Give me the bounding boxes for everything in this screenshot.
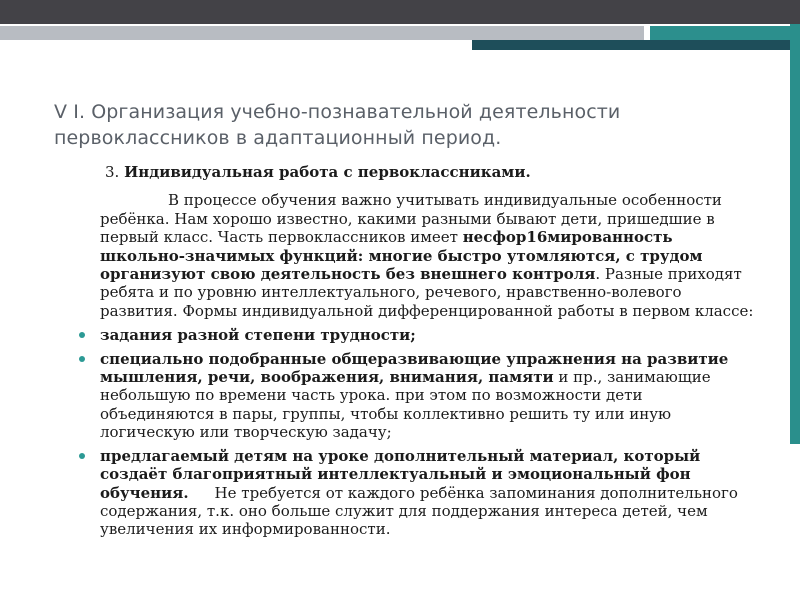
- list-item: [79, 326, 759, 344]
- bullet-text-plain: и пр., занимающие небольшую по времени часть урока. при этом по возможности дети объединяются в пары, группы, чтобы коллективно решить ту или иную логическую или творческую задачу;: [100, 368, 711, 442]
- section-number: 3.: [105, 163, 120, 181]
- bullet-text-bold: специально подобранные общеразвивающие упражнения на развитие мышления, речи, воображения, внимания, памяти: [100, 349, 729, 387]
- section-heading-text: Индивидуальная работа с первоклассниками.: [124, 163, 531, 181]
- bullet-icon: [79, 332, 85, 338]
- intro-text-tail: . Разные приходят ребята и по уровню интеллектуального, речевого, нравственно-волевого развития. Формы индивидуальной дифференцированной работы в первом классе:: [100, 265, 754, 320]
- slide-content: [79, 163, 759, 544]
- list-item: [79, 447, 759, 539]
- bullet-text-bold: предлагаемый детям на уроке дополнительный материал, который создаёт благоприятный интеллектуальный и эмоциональный фон обучения.: [100, 446, 701, 502]
- header-stripe-teal: [650, 26, 800, 40]
- bullet-icon: [79, 356, 85, 362]
- top-header-bar: [0, 0, 800, 24]
- section-heading: [105, 163, 759, 181]
- header-stripe-light: [0, 26, 644, 40]
- intro-text-plain: В процессе обучения важно учитывать индивидуальные особенности ребёнка. Нам хорошо известно, какими разными бывают дети, пришедшие в первый класс. Часть первоклассников имеет: [100, 191, 722, 247]
- side-stripe-right: [790, 24, 800, 444]
- bullet-icon: [79, 453, 85, 459]
- bullet-list: [79, 326, 759, 538]
- bullet-text-bold: задания разной степени трудности;: [100, 326, 416, 345]
- intro-text-bold: несфор16мированность школьно-значимых функций: многие быстро утомляются, с трудом организуют свою деятельность без внешнего контроля: [100, 228, 703, 284]
- header-stripe-dark: [472, 40, 800, 50]
- bullet-text-plain: Не требуется от каждого ребёнка запоминания дополнительного содержания, т.к. оно больше служит для поддержания интереса детей, чем увеличения их информированности.: [100, 483, 738, 539]
- list-item: [79, 350, 759, 442]
- slide-title: V I. Организация учебно-познавательной деятельности первоклассников в адаптационный период.: [54, 100, 621, 149]
- intro-paragraph: [100, 191, 759, 320]
